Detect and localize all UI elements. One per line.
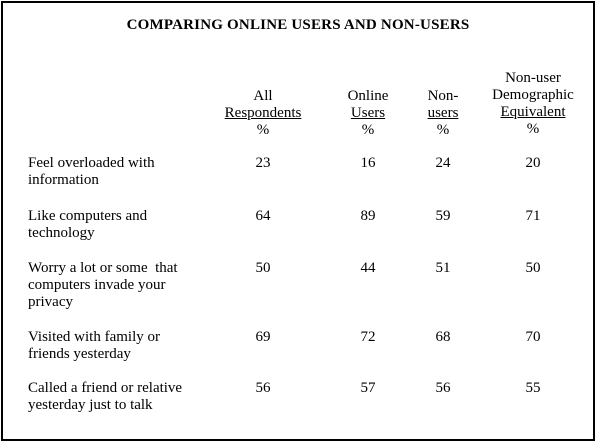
table-cell: 68: [435, 329, 451, 345]
row-label: [28, 208, 218, 242]
table-cell: 57: [360, 380, 376, 396]
table-cell: 24: [435, 155, 451, 171]
row-label-line: information: [28, 172, 99, 188]
table-cell: 69: [255, 329, 271, 345]
table-cell: 56: [255, 380, 271, 396]
row-label-line: Visited with family or: [28, 329, 160, 345]
column-header-non-users: [408, 88, 478, 139]
column-header-line2: Non-: [427, 88, 459, 104]
row-label-line: Worry a lot or some that: [28, 260, 178, 276]
row-label: [28, 260, 218, 311]
column-header-pct: %: [361, 122, 375, 138]
column-header-line3: Equivalent: [500, 104, 566, 120]
table-cell: 72: [360, 329, 376, 345]
row-label-line: privacy: [28, 294, 73, 310]
table-cell: 59: [435, 208, 451, 224]
row-label: [28, 329, 218, 363]
column-header-line3: users: [427, 105, 459, 121]
row-label-line: technology: [28, 225, 95, 241]
row-label-line: Called a friend or relative: [28, 380, 183, 396]
column-header-demographic-equivalent: [478, 70, 588, 138]
table-cell: 51: [435, 260, 451, 276]
column-header-pct: %: [256, 122, 270, 138]
document-title: COMPARING ONLINE USERS AND NON-USERS: [126, 17, 470, 33]
table-cell: 71: [525, 208, 541, 224]
column-header-online-users: [323, 88, 413, 139]
row-label-line: Feel overloaded with: [28, 155, 155, 171]
column-header-line2: Online: [347, 88, 389, 104]
column-header-line2: All: [253, 88, 273, 104]
row-label-line: friends yesterday: [28, 346, 131, 362]
column-header-line2: Demographic: [492, 87, 574, 103]
column-header-pct: %: [436, 122, 450, 138]
table-cell: 50: [255, 260, 271, 276]
row-label-line: Like computers and: [28, 208, 148, 224]
column-header-line3: Respondents: [224, 105, 302, 121]
row-label: [28, 380, 218, 414]
column-header-line3: Users: [350, 105, 386, 121]
table-cell: 50: [525, 260, 541, 276]
table-cell: 70: [525, 329, 541, 345]
table-cell: 20: [525, 155, 541, 171]
document-frame: [1, 1, 595, 441]
row-label-line: computers invade your: [28, 277, 166, 293]
table-cell: 44: [360, 260, 376, 276]
table-cell: 23: [255, 155, 271, 171]
row-label: [28, 155, 218, 189]
column-header-line1: Non-user: [505, 70, 561, 86]
table-cell: 56: [435, 380, 451, 396]
table-cell: 89: [360, 208, 376, 224]
column-header-all-respondents: [213, 88, 313, 139]
column-header-pct: %: [526, 121, 540, 137]
row-label-line: yesterday just to talk: [28, 397, 153, 413]
table-cell: 55: [525, 380, 541, 396]
table-cell: 16: [360, 155, 376, 171]
table-cell: 64: [255, 208, 271, 224]
